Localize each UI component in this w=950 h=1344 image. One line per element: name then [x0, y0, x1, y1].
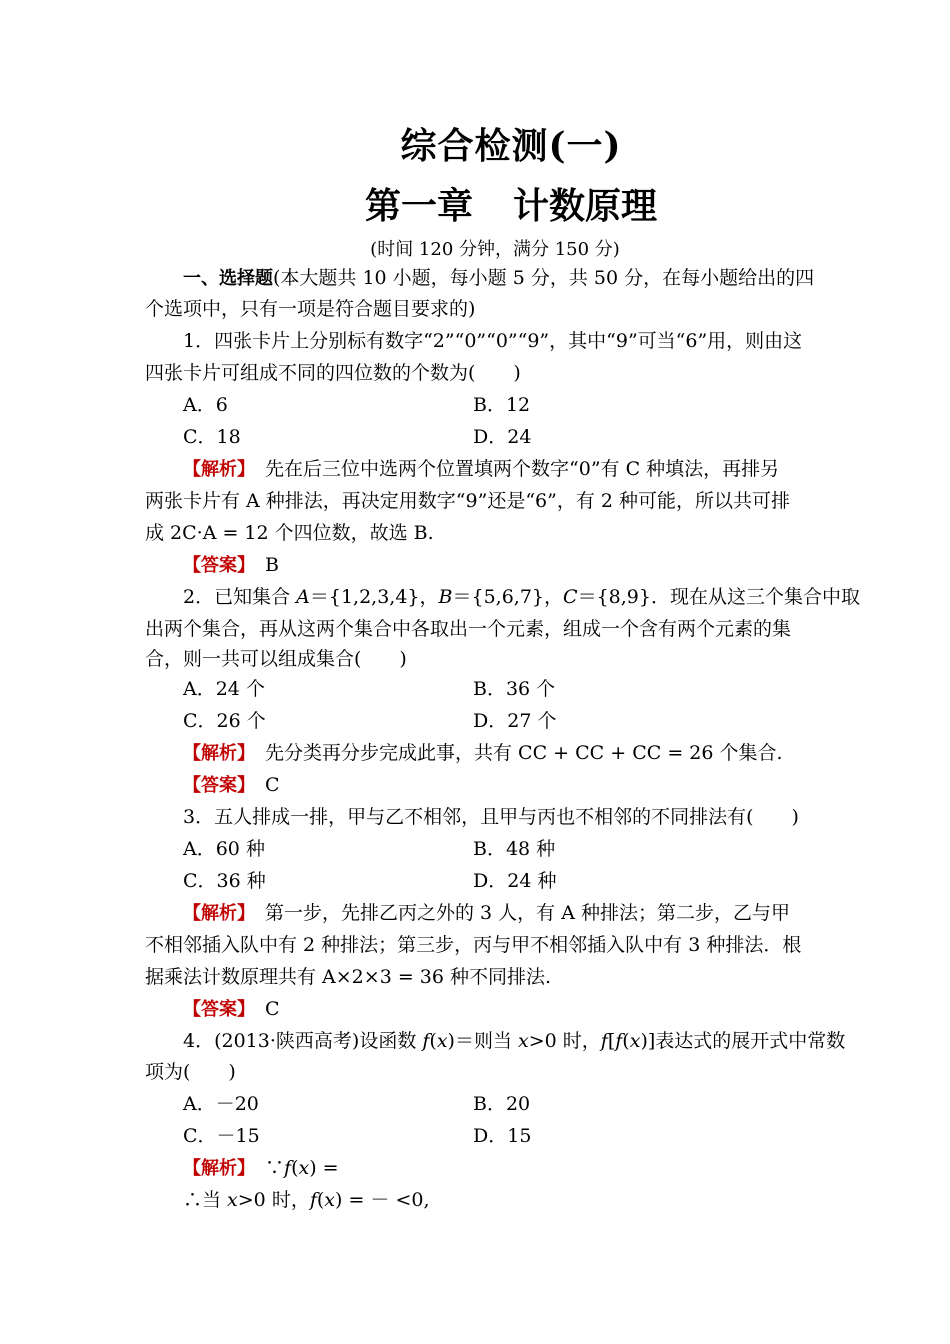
q3-analysis: 据乘法计数原理共有 A×2×3 = 36 种不同排法.: [145, 966, 552, 988]
because-symbol: ∵: [265, 1157, 285, 1179]
q3-analysis: [183, 900, 810, 927]
q2-analysis-text: 先分类再分步完成此事，共有 CC + CC + CC = 26 个集合.: [265, 742, 783, 764]
section-intro-line: [183, 265, 815, 292]
math-f: f: [600, 1030, 608, 1052]
set-b: B: [438, 586, 453, 608]
q1-analysis: 两张卡片有 A 种排法，再决定用数字“9”还是“6”，有 2 种可能，所以共可排: [145, 490, 790, 512]
q4-stem-text: >0 时，: [528, 1030, 601, 1052]
math-f: f: [284, 1157, 292, 1179]
q4-option-a: A．－20: [183, 1093, 259, 1115]
q1-option-d: D．24: [473, 426, 532, 448]
q3-analysis-text: 第一步，先排乙丙之外的 3 人，有 A 种排法；第二步，乙与甲: [265, 902, 790, 924]
analysis-label: 【解析】: [183, 1158, 246, 1179]
analysis-label: 【解析】: [183, 903, 246, 924]
q4-analysis-text: ∴当: [183, 1189, 228, 1211]
q4-analysis: ∴当 x>0 时，f(x) = － <0,: [183, 1189, 430, 1211]
section-intro-line: 个选项中，只有一项是符合题目要求的): [145, 298, 476, 320]
q1-stem: 四张卡片可组成不同的四位数的个数为( ): [145, 362, 521, 384]
math-x: x: [436, 1030, 448, 1052]
q2-stem: 出两个集合，再从这两个集合中各取出一个元素，组成一个含有两个元素的集: [145, 618, 792, 640]
set-a: A: [296, 586, 310, 608]
math-x: x: [298, 1157, 310, 1179]
q4-stem-text: (: [622, 1030, 630, 1052]
math-x: x: [629, 1030, 641, 1052]
q4-analysis-text: ) = － <0,: [335, 1189, 430, 1211]
section-heading: 一、选择题: [183, 268, 273, 289]
section-intro: (本大题共 10 小题，每小题 5 分，共 50 分，在每小题给出的四: [273, 267, 815, 289]
q1-answer-value: B: [265, 554, 279, 576]
math-f: f: [309, 1189, 317, 1211]
chapter-number: 第一章: [364, 185, 473, 227]
q2-option-b: B．36 个: [473, 678, 556, 700]
set-c: C: [563, 586, 578, 608]
q4-stem-text: (: [429, 1030, 437, 1052]
q2-analysis: [183, 740, 810, 767]
q4-analysis-text: >0 时，: [237, 1189, 310, 1211]
q3-stem: 3．五人排成一排，甲与乙不相邻，且甲与丙也不相邻的不同排法有( ): [183, 806, 799, 828]
q4-stem-text: )＝则当: [447, 1030, 518, 1052]
q2-option-a: A．24 个: [183, 678, 265, 700]
page-title: 综合检测(一): [400, 125, 622, 167]
q4-analysis: 【解析】 ∵f(x) =: [183, 1157, 339, 1179]
q4-number: 4．: [183, 1030, 215, 1052]
answer-label: 【答案】: [183, 555, 246, 576]
q3-option-b: B．48 种: [473, 838, 556, 860]
q3-option-c: C．36 种: [183, 870, 266, 892]
q2-answer-value: C: [265, 774, 280, 796]
q2-stem-text: ＝{1,2,3,4}，: [309, 586, 439, 608]
q4-stem-text: )]表达式的展开式中常数: [640, 1030, 846, 1052]
analysis-label: 【解析】: [183, 459, 246, 480]
math-x: x: [227, 1189, 238, 1211]
q1-stem: 1．四张卡片上分别标有数字“2”“0”“0”“9”，其中“9”可当“6”用，则由这: [183, 330, 803, 352]
q4-option-d: D．15: [473, 1125, 532, 1147]
q4-stem-text: 设函数: [359, 1030, 423, 1052]
math-x: x: [324, 1189, 336, 1211]
q2-stem-text: ＝{5,6,7}，: [452, 586, 564, 608]
q2-answer: [183, 772, 810, 799]
q3-option-a: A．60 种: [183, 838, 265, 860]
q3-analysis: 不相邻插入队中有 2 种排法；第三步，丙与甲不相邻插入队中有 3 种排法．根: [145, 934, 802, 956]
q4-option-c: C．－15: [183, 1125, 260, 1147]
q4-stem: 项为( ): [145, 1061, 236, 1083]
q4-stem: [183, 1028, 846, 1054]
time-note: (时间 120 分钟，满分 150 分): [370, 239, 620, 260]
q1-option-c: C．18: [183, 426, 241, 448]
q2-stem: 合，则一共可以组成集合( ): [145, 648, 407, 670]
q4-stem-text: [: [607, 1030, 616, 1052]
q4-option-b: B．20: [473, 1093, 531, 1115]
q3-answer-value: C: [265, 998, 280, 1020]
q2-stem-text: ＝{8,9}．现在从这三个集合中取: [577, 586, 860, 608]
chapter-name: 计数原理: [513, 185, 658, 227]
chapter-title: [0, 178, 950, 229]
q2-stem: [183, 584, 860, 610]
q1-answer: [183, 552, 810, 579]
answer-label: 【答案】: [183, 999, 246, 1020]
math-f: f: [422, 1030, 430, 1052]
analysis-label: 【解析】: [183, 743, 246, 764]
q2-option-c: C．26 个: [183, 710, 266, 732]
q1-option-a: A．6: [183, 394, 228, 416]
q2-option-d: D．27 个: [473, 710, 557, 732]
q4-analysis-text: ) =: [309, 1157, 339, 1179]
math-f: f: [615, 1030, 623, 1052]
q4-source: (2013·陕西高考): [214, 1030, 360, 1052]
answer-label: 【答案】: [183, 775, 246, 796]
q1-analysis-text: 先在后三位中选两个位置填两个数字“0”有 C 种填法，再排另: [265, 458, 780, 480]
q3-option-d: D．24 种: [473, 870, 557, 892]
math-x: x: [518, 1030, 529, 1052]
q1-option-b: B．12: [473, 394, 531, 416]
q1-analysis: 成 2C·A = 12 个四位数，故选 B.: [145, 522, 434, 544]
q2-stem-text: 2．已知集合: [183, 586, 297, 608]
q3-answer: [183, 996, 810, 1023]
q1-analysis: [183, 456, 810, 483]
